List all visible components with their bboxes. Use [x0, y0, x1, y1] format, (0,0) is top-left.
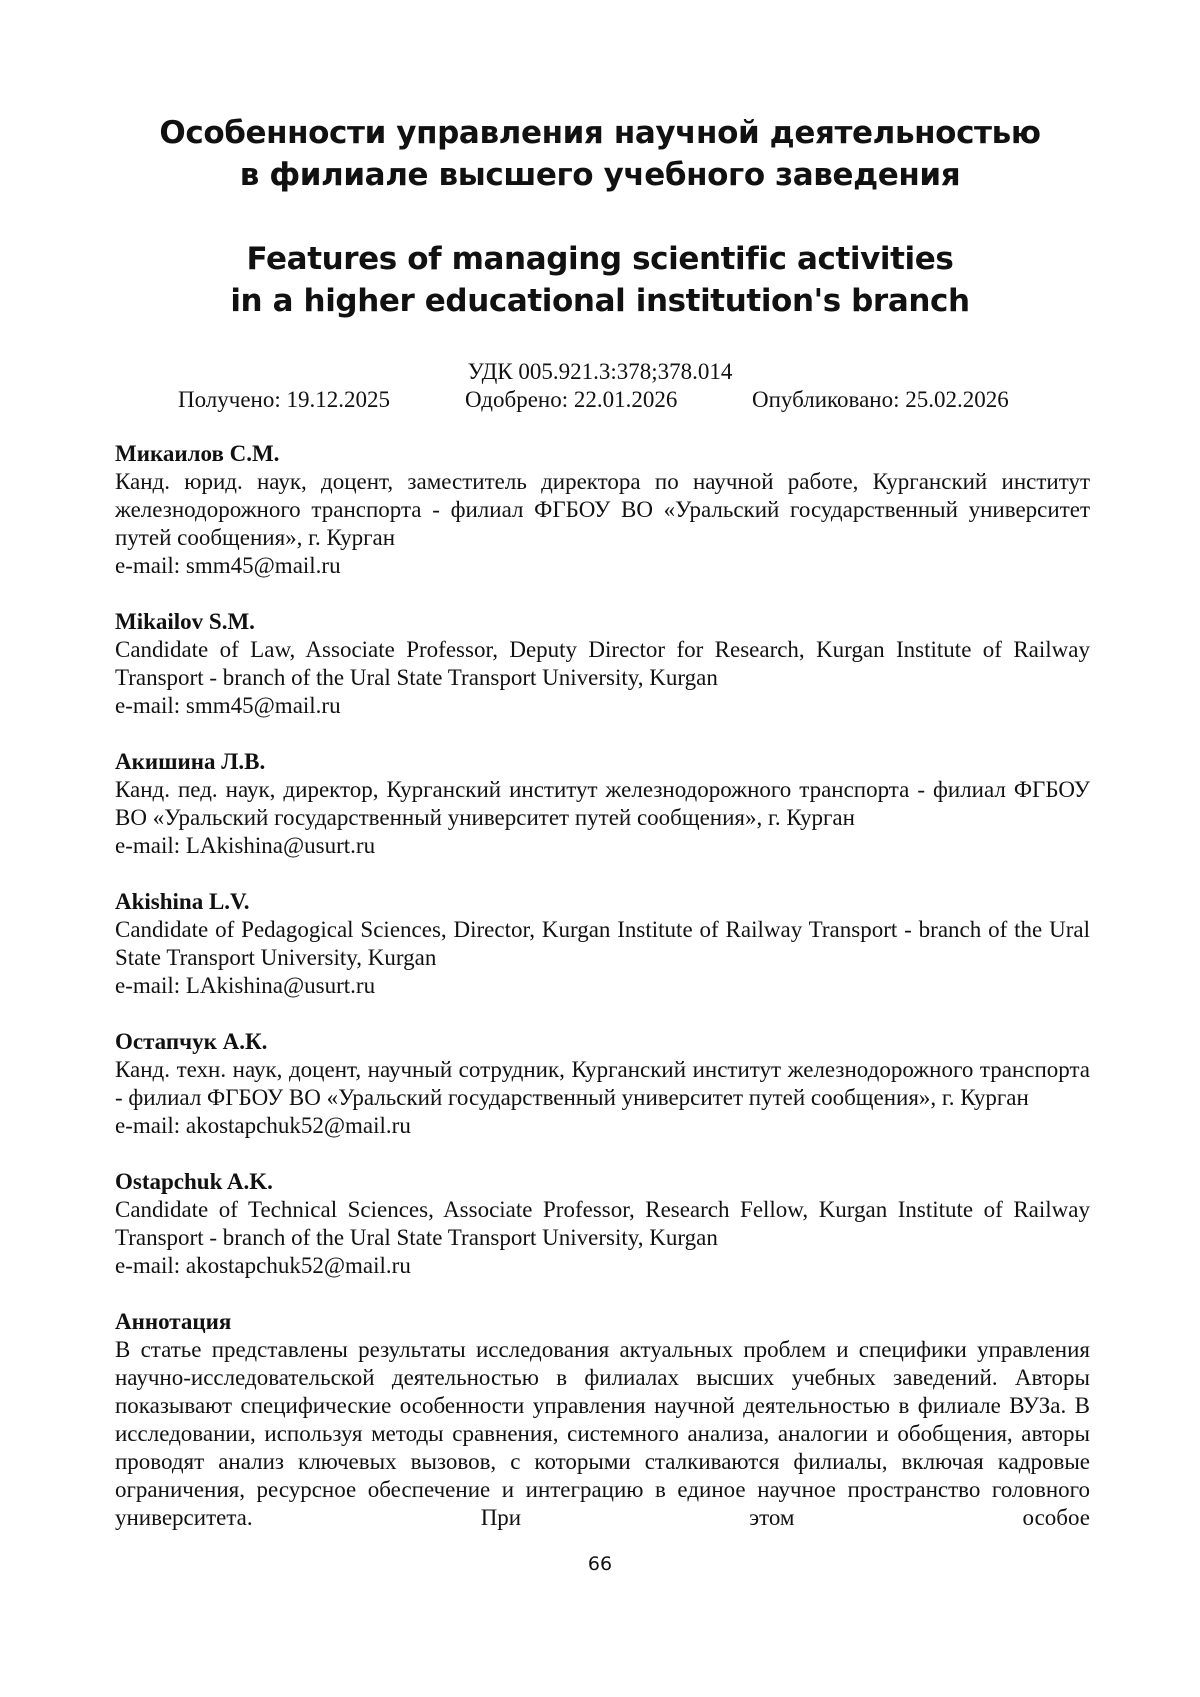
- author-email: e-mail: akostapchuk52@mail.ru: [115, 1253, 411, 1278]
- author-block: [115, 748, 1090, 860]
- date-published: Опубликовано: 25.02.2026: [752, 387, 1009, 412]
- author-affiliation: Candidate of Technical Sciences, Associate Professor, Research Fellow, Kurgan Institute of Railway Transport - branch of the Ural State Transport University, Kurgan: [115, 1197, 1090, 1250]
- author-affiliation: Канд. юрид. наук, доцент, заместитель директора по научной работе, Курганский институт железнодорожного транспорта - филиал ФГБОУ ВО «Уральский государственный университет путей сообщения», г. Курган: [115, 469, 1090, 550]
- author-block: [115, 1168, 1090, 1280]
- title-ru-line-1: Особенности управления научной деятельностью: [159, 115, 1041, 151]
- abstract-text: В статье представлены результаты исследования актуальных проблем и специфики управления научно-исследовательской деятельностью в филиалах высших учебных заведений. Авторы показывают специфические особенности управления научной деятельностью в филиале ВУЗа. В исследовании, используя методы сравнения, системного анализа, аналогии и обобщения, авторы проводят анализ ключевых вызовов, с которыми сталкиваются филиалы, включая кадровые ограничения, ресурсное обеспечение и интеграцию в единое научное пространство головного университета. При этом особое: [115, 1337, 1090, 1530]
- title-english: [0, 238, 1200, 322]
- author-email: e-mail: smm45@mail.ru: [115, 693, 341, 718]
- author-block: [115, 608, 1090, 720]
- author-block: [115, 1028, 1090, 1140]
- author-name: Akishina L.V.: [115, 889, 250, 914]
- title-en-line-2: in a higher educational institution's branch: [230, 283, 970, 319]
- title-en-line-1: Features of managing scientific activities: [246, 241, 954, 277]
- article-titles: [0, 112, 1200, 322]
- author-name: Акишина Л.В.: [115, 749, 266, 774]
- article-body: [115, 440, 1090, 1532]
- author-affiliation: Candidate of Law, Associate Professor, Deputy Director for Research, Kurgan Institute of Railway Transport - branch of the Ural State Transport University, Kurgan: [115, 637, 1090, 690]
- author-email: e-mail: LAkishina@usurt.ru: [115, 973, 376, 998]
- author-affiliation: Канд. пед. наук, директор, Курганский институт железнодорожного транспорта - филиал ФГБОУ ВО «Уральский государственный университет путей сообщения», г. Курган: [115, 777, 1090, 830]
- author-affiliation: Candidate of Pedagogical Sciences, Director, Kurgan Institute of Railway Transport - branch of the Ural State Transport University, Kurgan: [115, 917, 1090, 970]
- title-russian: [0, 112, 1200, 196]
- author-block: [115, 888, 1090, 1000]
- author-affiliation: Канд. техн. наук, доцент, научный сотрудник, Курганский институт железнодорожного транспорта - филиал ФГБОУ ВО «Уральский государственный университет путей сообщения», г. Курган: [115, 1057, 1090, 1110]
- author-name: Микаилов С.М.: [115, 441, 280, 466]
- page-number: 66: [587, 1553, 613, 1575]
- abstract-heading: Аннотация: [115, 1309, 232, 1334]
- date-received: Получено: 19.12.2025: [178, 387, 391, 412]
- author-email: e-mail: smm45@mail.ru: [115, 553, 341, 578]
- author-name: Остапчук А.К.: [115, 1029, 268, 1054]
- author-name: Ostapchuk A.K.: [115, 1169, 273, 1194]
- author-email: e-mail: akostapchuk52@mail.ru: [115, 1113, 411, 1138]
- author-email: e-mail: LAkishina@usurt.ru: [115, 833, 376, 858]
- title-ru-line-2: в филиале высшего учебного заведения: [239, 157, 961, 193]
- author-name: Mikailov S.M.: [115, 609, 255, 634]
- abstract-section: [115, 1308, 1090, 1532]
- date-approved: Одобрено: 22.01.2026: [465, 387, 678, 412]
- author-block: [115, 440, 1090, 580]
- udk-code: УДК 005.921.3:378;378.014: [467, 359, 733, 384]
